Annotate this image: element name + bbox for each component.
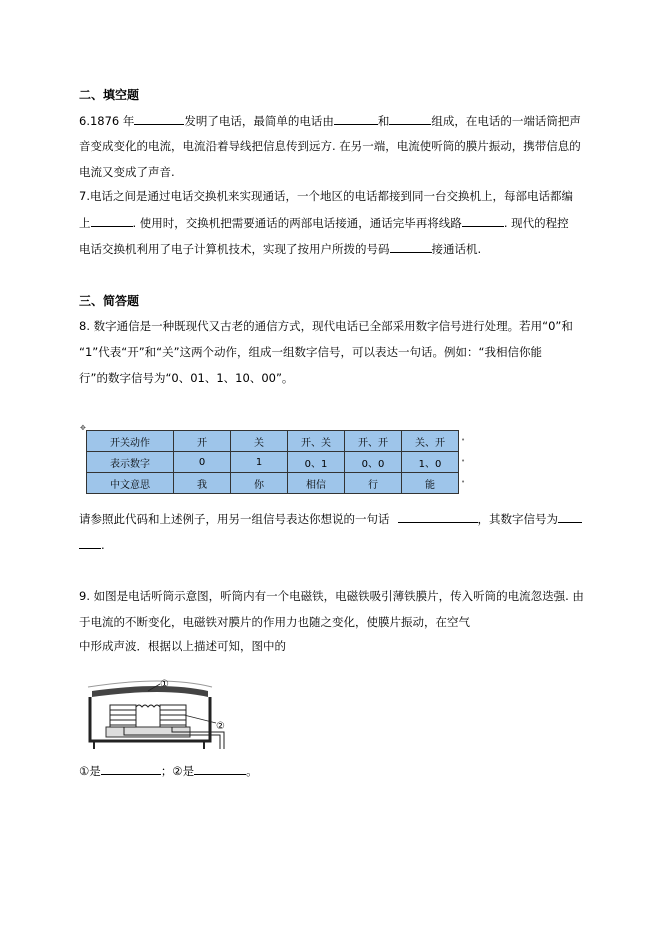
q8-blank-signal[interactable]: [558, 510, 582, 523]
q7-line-3: 电话交换机利用了电子计算机技术，实现了按用户所拨的号码 接通话机.: [79, 242, 482, 256]
q9-blank-1[interactable]: [101, 762, 161, 775]
q7-blank-number[interactable]: [91, 214, 133, 227]
q8-blank-signal-cont[interactable]: [79, 536, 101, 549]
row-end-mark: •: [461, 436, 466, 444]
q9-answer-line: ①是 ；②是 。: [79, 764, 258, 778]
diaphragm-plate: [92, 686, 208, 697]
q6-line-2: 音变成变化的电流，电流沿着导线把信息传到远方. 在另一端，电流使听筒的膜片振动，携带信息的: [79, 139, 581, 153]
q8-answer-line: 请参照此代码和上述例子，用另一组信号表达你想说的一句话 ，其数字信号为: [79, 510, 582, 527]
coil-right: [160, 705, 186, 727]
table-row: 中文意思 我 你 相信 行 能: [87, 473, 459, 494]
q6-blank-part-2[interactable]: [389, 112, 431, 125]
q7-blank-auto[interactable]: [390, 240, 432, 253]
q8-line-1: 8. 数字通信是一种既现代又古老的通信方式，现代电话已全部采用数字信号进行处理。若用“0”和: [79, 319, 573, 333]
q9-line-2: 于电流的不断变化，电磁铁对膜片的作用力也随之变化，使膜片振动，在空气: [79, 615, 470, 629]
q8-line-2: “1”代表“开”和“关”这两个动作，组成一组数字信号，可以表达一句话。例如：“我相信你能: [79, 345, 543, 359]
q8-blank-sentence[interactable]: [398, 510, 478, 523]
earpiece-diagram: [84, 677, 244, 752]
coil-winding: [136, 705, 160, 707]
q9-blank-2[interactable]: [194, 762, 246, 775]
row-end-mark: •: [461, 478, 466, 486]
section-heading-short-answer: 三、简答题: [79, 294, 140, 308]
q6-line-1: 6.1876 年 发明了电话，最简单的电话由 和 组成，在电话的一端话筒把声: [79, 114, 581, 128]
q8-answer-line-2: .: [79, 536, 105, 553]
q7-blank-disconnect[interactable]: [462, 214, 504, 227]
q7-line-2: 上 . 使用时，交换机把需要通话的两部电话接通，通话完毕再将线路 . 现代的程控: [79, 216, 569, 230]
q6-blank-part-1[interactable]: [334, 112, 378, 125]
section-heading-fill-in: 二、填空题: [79, 88, 140, 102]
coil-left: [110, 705, 136, 727]
diagram-label-1: ①: [160, 679, 169, 690]
table-row: 表示数字 0 1 0、1 0、0 1、0: [87, 452, 459, 473]
code-table: [86, 430, 459, 494]
diagram-label-2: ②: [216, 721, 225, 732]
q7-line-1: 7.电话之间是通过电话交换机来实现通话，一个地区的电话都接到同一台交换机上，每部电话都编: [79, 189, 573, 203]
q8-line-3: 行”的数字信号为“0、01、1、10、00”。: [79, 371, 294, 385]
q6-line-3: 电流又变成了声音.: [79, 165, 175, 179]
q9-line-1: 9. 如图是电话听筒示意图，听筒内有一个电磁铁，电磁铁吸引薄铁膜片，传入听筒的电流忽迭强. 由: [79, 589, 584, 603]
row-end-mark: •: [461, 457, 466, 465]
q6-blank-inventor[interactable]: [134, 112, 184, 125]
table-row: 开关动作 开 关 开、关 开、开 关、开: [87, 431, 459, 452]
table-anchor-mark: ✥: [80, 424, 86, 432]
q9-line-3: 中形成声波．根据以上描述可知，图中的: [79, 639, 286, 653]
